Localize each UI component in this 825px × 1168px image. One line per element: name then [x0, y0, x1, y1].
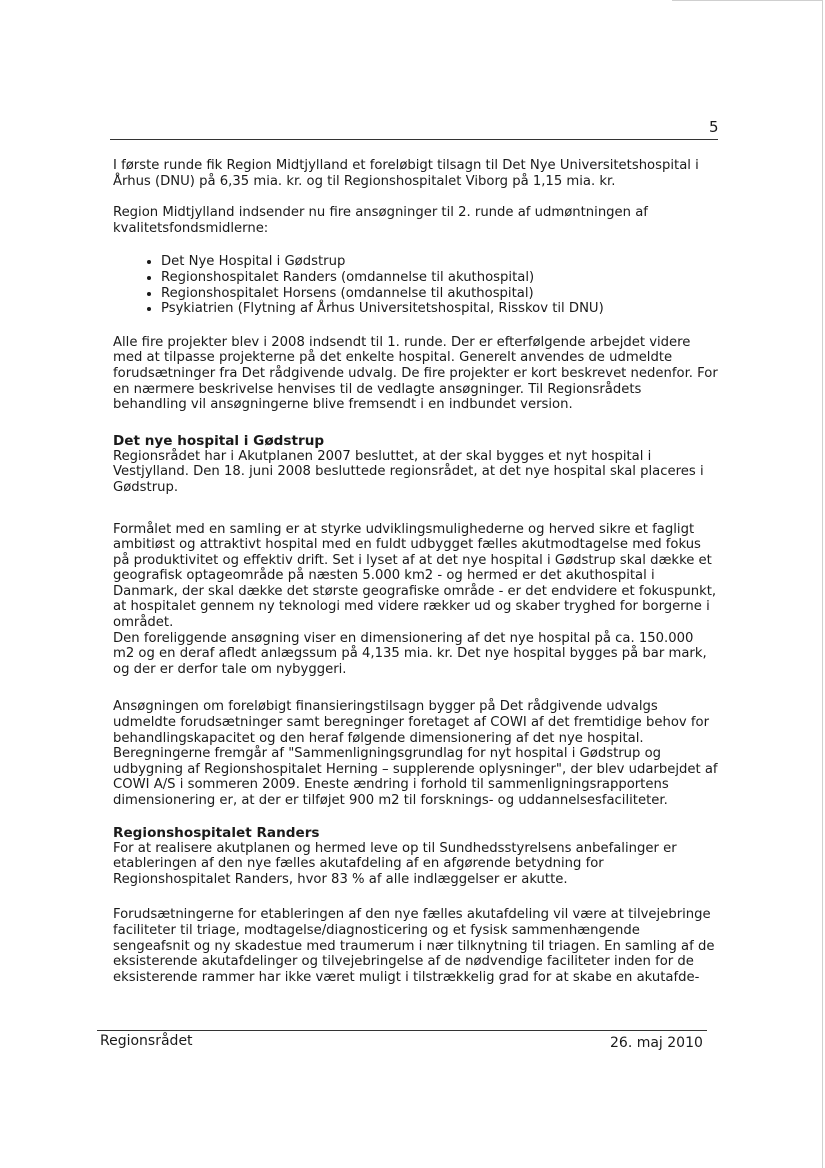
paragraph: Forudsætningerne for etableringen af den nye fælles akutafdeling vil være at tilvejebringe faciliteter til triage, modtagelse/diagnosticering og et fysisk sammenhængende sengeafsnit og ny skadestue med traumerum i nær tilknytning til triagen. En samling af de eksisterende akutafdelinger og tilvejebringelse af de nødvendige faciliteter inden for de eksisterende rammer har ikke været muligt i tilstrækkelig grad for at skabe en akutafde-: [113, 907, 715, 985]
bullet-list: [113, 254, 718, 316]
paragraph: Region Midtjylland indsender nu fire ansøgninger til 2. runde af udmøntningen af kvalitetsfondsmidlerne:: [113, 205, 648, 236]
paragraph: For at realisere akutplanen og hermed leve op til Sundhedsstyrelsens anbefalinger er etableringen af den nye fælles akutafdeling af en afgørende betydning for Regionshospitalet Randers, hvor 83 % af alle indlæggelser er akutte.: [113, 840, 677, 887]
list-item: • Det Nye Hospital i Gødstrup: [161, 254, 718, 270]
scan-edge: [822, 0, 823, 1168]
paragraph: Ansøgningen om foreløbigt finansieringstilsagn bygger på Det rådgivende udvalgs udmeldte forudsætninger samt beregninger foretaget af COWI af det fremtidige behov for behandlingskapacitet og den heraf følgende dimensionering af det nye hospital. Beregningerne fremgår af "Sammenligningsgrundlag for nyt hospital i Gødstrup og udbygning af Regionshospitalet Herning – supplerende oplysninger", der blev udarbejdet af COWI A/S i sommeren 2009. Eneste ændring i forhold til sammenligningsrapportens dimensionering er, at der er tilføjet 900 m2 til forsknings- og uddannelsesfaciliteter.: [113, 699, 718, 808]
paragraph: I første runde fik Region Midtjylland et foreløbigt tilsagn til Det Nye Universitetshospital i Århus (DNU) på 6,35 mia. kr. og til Regionshospitalet Viborg på 1,15 mia. kr.: [113, 158, 699, 189]
paragraph: Alle fire projekter blev i 2008 indsendt til 1. runde. Der er efterfølgende arbejdet videre med at tilpasse projekterne på det enkelte hospital. Generelt anvendes de udmeldte forudsætninger fra Det rådgivende udvalg. De fire projekter er kort beskrevet nedenfor. For en nærmere beskrivelse henvises til de vedlagte ansøgninger. Til Regionsrådets behandling vil ansøgningerne blive fremsendt i en indbundet version.: [113, 334, 718, 413]
section-heading: Regionshospitalet Randers: [113, 824, 320, 841]
list-item: • Psykiatrien (Flytning af Århus Universitetshospital, Risskov til DNU): [161, 301, 718, 317]
paragraph: Regionsrådet har i Akutplanen 2007 besluttet, at der skal bygges et nyt hospital i Vestjylland. Den 18. juni 2008 besluttede regionsrådet, at det nye hospital skal placeres i Gødstrup.: [113, 448, 704, 495]
list-item: • Regionshospitalet Horsens (omdannelse til akuthospital): [161, 286, 718, 302]
header-rule: [110, 139, 718, 140]
document-body: [113, 158, 718, 985]
page-number: 5: [709, 118, 719, 136]
list-item: • Regionshospitalet Randers (omdannelse til akuthospital): [161, 270, 718, 286]
section-heading: Det nye hospital i Gødstrup: [113, 432, 325, 449]
paragraph: Den foreliggende ansøgning viser en dimensionering af det nye hospital på ca. 150.000 m2 og en deraf afledt anlægssum på 4,135 mia. kr. Det nye hospital bygges på bar mark, og der er derfor tale om nybyggeri.: [113, 630, 707, 677]
footer-rule: [97, 1030, 707, 1031]
footer-date: 26. maj 2010: [610, 1035, 703, 1051]
footer-author: Regionsrådet: [100, 1033, 193, 1049]
scan-edge-top: [672, 0, 823, 1]
paragraph: Formålet med en samling er at styrke udviklingsmulighederne og herved sikre et fagligt ambitiøst og attraktivt hospital med en fuldt udbygget fælles akutmodtagelse med fokus på produktivitet og effektiv drift. Set i lyset af at det nye hospital i Gødstrup skal dække et geografisk optageområde på næsten 5.000 km2 - og hermed er det akuthospital i Danmark, der skal dække det største geografiske område - er det endvidere et fokuspunkt, at hospitalet gennem ny teknologi med videre rækker ud og skaber tryghed for borgerne i området.: [113, 521, 717, 631]
